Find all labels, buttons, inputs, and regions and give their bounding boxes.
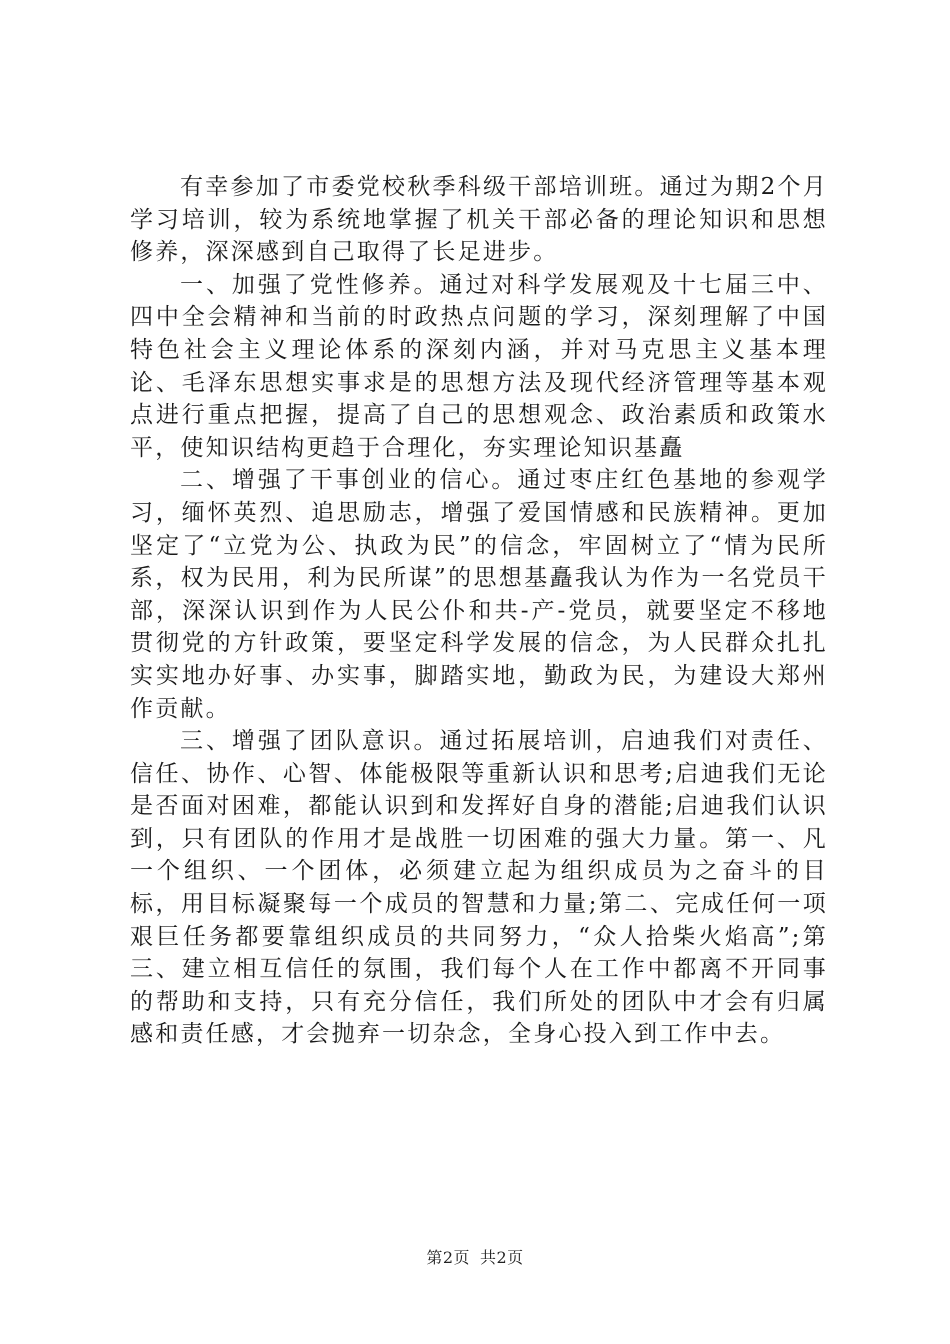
page-number-total: 共2页	[480, 1248, 524, 1267]
paragraph-party-cultivation: 一、加强了党性修养。通过对科学发展观及十七届三中、四中全会精神和当前的时政热点问题的学习，深刻理解了中国特色社会主义理论体系的深刻内涵，并对马克思主义基本理论、毛泽东思想实事求是的思想方法及现代经济管理等基本观点进行重点把握，提高了自己的思想观念、政治素质和政策水平，使知识结构更趋于合理化，夯实理论知识基矗	[130, 271, 828, 461]
page-footer	[0, 1245, 950, 1268]
paragraph-career-confidence: 二、增强了干事创业的信心。通过枣庄红色基地的参观学习，缅怀英烈、追思励志，增强了爱国情感和民族精神。更加坚定了“立党为公、执政为民”的信念，牢固树立了“情为民所系，权为民用，利为民所谋”的思想基矗我认为作为一名党员干部，深深认识到作为人民公仆和共-产-党员，就要坚定不移地贯彻党的方针政策，要坚定科学发展的信念，为人民群众扎扎实实地办好事、办实事，脚踏实地，勤政为民，为建设大郑州作贡献。	[130, 467, 828, 722]
paragraph-team-awareness: 三、增强了团队意识。通过拓展培训，启迪我们对责任、信任、协作、心智、体能极限等重新认识和思考;启迪我们无论是否面对困难，都能认识到和发挥好自身的潜能;启迪我们认识到，只有团队的作用才是战胜一切困难的强大力量。第一、凡一个组织、一个团体，必须建立起为组织成员为之奋斗的目标，用目标凝聚每一个成员的智慧和力量;第二、完成任何一项艰巨任务都要靠组织成员的共同努力，“众人拾柴火焰高”;第三、建立相互信任的氛围，我们每个人在工作中都离不开同事的帮助和支持，只有充分信任，我们所处的团队中才会有归属感和责任感，才会抛弃一切杂念，全身心投入到工作中去。	[130, 728, 828, 1048]
document-body	[130, 171, 828, 1051]
page-number-current: 第2页	[426, 1248, 470, 1267]
paragraph-intro: 有幸参加了市委党校秋季科级干部培训班。通过为期2个月学习培训，较为系统地掌握了机关干部必备的理论知识和思想修养，深深感到自己取得了长足进步。	[130, 174, 828, 266]
